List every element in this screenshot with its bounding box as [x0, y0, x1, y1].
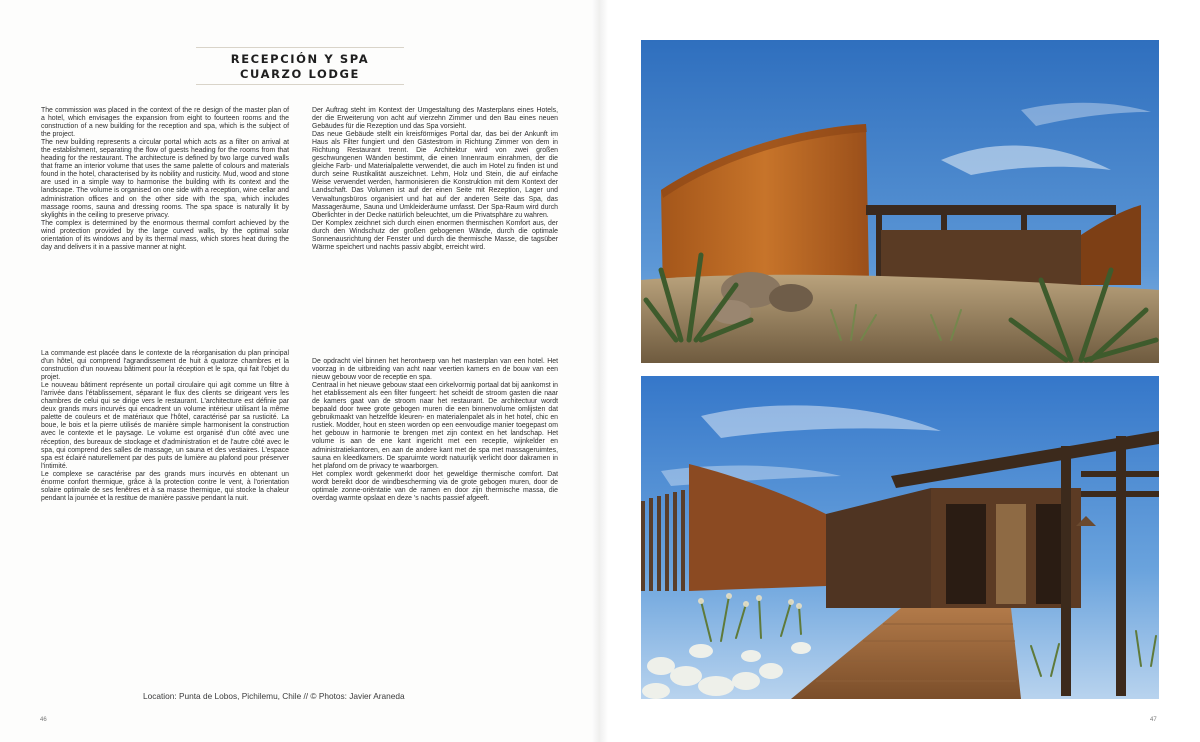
- photo-curved-wall-illustration: [641, 40, 1159, 363]
- dutch-text-column: [312, 358, 558, 503]
- paragraph: The new building represents a circular portal which acts as a filter on arrival at the establishment, separating the flow of guests heading for the rooms from that heading for the restaurant. The architecture is defined by two large curved walls that frame an interior volume that uses the same palette of colours and materials found in the hotel, characterised by its nobility and rusticity. Mud, wood and stone are used in a simple way to harmonise the building with its context and the landscape. The volume is organised on one side with a reception, wine cellar and administration offices and on the other side with the spa, which includes massage rooms, sauna and dressing rooms. The spa space is naturally lit by skylights in the ceiling to preserve privacy.: [41, 139, 289, 219]
- paragraph: Das neue Gebäude stellt ein kreisförmiges Portal dar, das bei der Ankunft im Haus als Filter fungiert und den Gästestrom in Richtung Zimmer von dem in Richtung Restaurant trennt. Die Architektur wird von zwei großen geschwungenen Wänden bestimmt, die einen Innenraum einrahmen, der die gleiche Farb- und Materialpalette verwendet, die auch im Hotel zu finden ist und durch seine Rustikalität auszeichnet. Lehm, Holz und Stein, die auf einfache Weise verwendet werden, harmonisieren die Konstruktion mit dem Kontext der Landschaft. Das Volumen ist auf der einen Seite mit Rezeption, Lager und Verwaltungsbüros organisiert und hat auf der anderen Seite das Spa, das Massageräume, Sauna und Umkleideräume umfasst. Der Spa-Raum wird durch Oberlichter in der Decke natürlich beleuchtet, um die Privatsphäre zu wahren.: [312, 131, 558, 219]
- photo-pergola-entrance-illustration: [641, 376, 1159, 699]
- paragraph: La commande est placée dans le contexte de la réorganisation du plan principal d'un hôtel, qui comprend l'agrandissement de huit à quatorze chambres et la construction d'un nouveau bâtiment pour la réception et le spa, qui fait l'objet du projet.: [41, 350, 289, 382]
- german-text-column: [312, 107, 558, 252]
- page-number-left: 46: [40, 717, 47, 723]
- paragraph: Le complexe se caractérise par des grands murs incurvés en obtenant un énorme confort thermique, grâce à la protection contre le vent, à l'orientation solaire optimale de ses fenêtres et à sa masse thermique, qui stocke la chaleur pendant la journée et la restitue de manière passive pendant la nuit.: [41, 470, 289, 502]
- paragraph: Centraal in het nieuwe gebouw staat een cirkelvormig portaal dat bij aankomst in het etablissement als een filter fungeert: het scheidt de stroom gasten die naar de kamers gaat van de stroom naar het restaurant. De architectuur wordt bepaald door twee grote gebogen muren die een binnenvolume omlijsten dat gebruikmaakt van hetzelfde kleuren- en materialenpalet als in het hotel, chic en rustiek. Modder, hout en steen worden op een eenvoudige manier toegepast om het gebouw in harmonie te brengen met zijn context en het landschap. Het volume is aan de ene kant ingericht met een receptie, wijnkelder en administratiekantoren, en aan de andere kant met de spa met massageruimtes, sauna en kleedkamers. De sparuimte wordt natuurlijk verlicht door dakramen in het plafond om de privacy te waarborgen.: [312, 382, 558, 470]
- paragraph: The complex is determined by the enormous thermal comfort achieved by the wind protection provided by the large curved walls, by the optimal solar orientation of its windows and by its thermal mass, which stores heat during the day and delivers it in a passive manner at night.: [41, 219, 289, 251]
- title-line-1: RECEPCIÓN Y SPA: [230, 52, 370, 66]
- english-text-column: [41, 107, 289, 252]
- page-number-right: 47: [1150, 717, 1157, 723]
- paragraph: Der Auftrag steht im Kontext der Umgestaltung des Masterplans eines Hotels, der die Erweiterung von acht auf vierzehn Zimmer und den Bau eines neuen Gebäudes für die Rezeption und das Spa vorsieht.: [312, 107, 558, 131]
- french-text-column: [41, 350, 289, 503]
- article-title: [196, 47, 404, 85]
- title-line-2: CUARZO LODGE: [239, 67, 361, 81]
- paragraph: Het complex wordt gekenmerkt door het geweldige thermische comfort. Dat wordt bereikt door de windbescherming via de grote gebogen muren, door de optimale zonne-oriëntatie van de ramen en door zijn thermische massa, die overdag warmte opslaat en deze 's nachts passief afgeeft.: [312, 470, 558, 502]
- photo-curved-wall: [641, 40, 1159, 363]
- paragraph: De opdracht viel binnen het herontwerp van het masterplan van een hotel. Het voorzag in de uitbreiding van acht naar veertien kamers en de bouw van een nieuw gebouw voor de receptie en spa.: [312, 358, 558, 382]
- paragraph: Der Komplex zeichnet sich durch einen enormen thermischen Komfort aus, der durch den Windschutz der großen gebogenen Wände, durch die optimale Sonnenausrichtung der Fenster und durch die thermische Masse, die tagsüber Wärme speichert und nachts passiv abgibt, erreicht wird.: [312, 219, 558, 251]
- photo-credit: Location: Punta de Lobos, Pichilemu, Chile // © Photos: Javier Araneda: [143, 691, 405, 701]
- page-gutter: [592, 0, 608, 742]
- photo-pergola-entrance: [641, 376, 1159, 699]
- paragraph: Le nouveau bâtiment représente un portail circulaire qui agit comme un filtre à l'arrivée dans l'établissement, séparant le flux des clients se dirigeant vers les chambres de celui qui se dirige vers le restaurant. L'architecture est définie par deux grands murs incurvés qui encadrent un volume intérieur utilisant la même palette de couleurs et de matériaux que l'hôtel, caractérisé par sa rusticité. La boue, le bois et la pierre utilisés de manière simple harmonisent la construction avec le contexte et le paysage. Le volume est organisé d'un côté avec une réception, des bureaux de stockage et d'administration et de l'autre côté avec le spa, qui comprend des salles de massage, un sauna et des vestiaires. L'espace spa est éclairé naturellement par des puits de lumière au plafond pour préserver l'intimité.: [41, 382, 289, 470]
- paragraph: The commission was placed in the context of the re design of the master plan of a hotel, which envisages the expansion from eight to fourteen rooms and the construction of a new building for the reception and spa, which is the subject of the project.: [41, 107, 289, 139]
